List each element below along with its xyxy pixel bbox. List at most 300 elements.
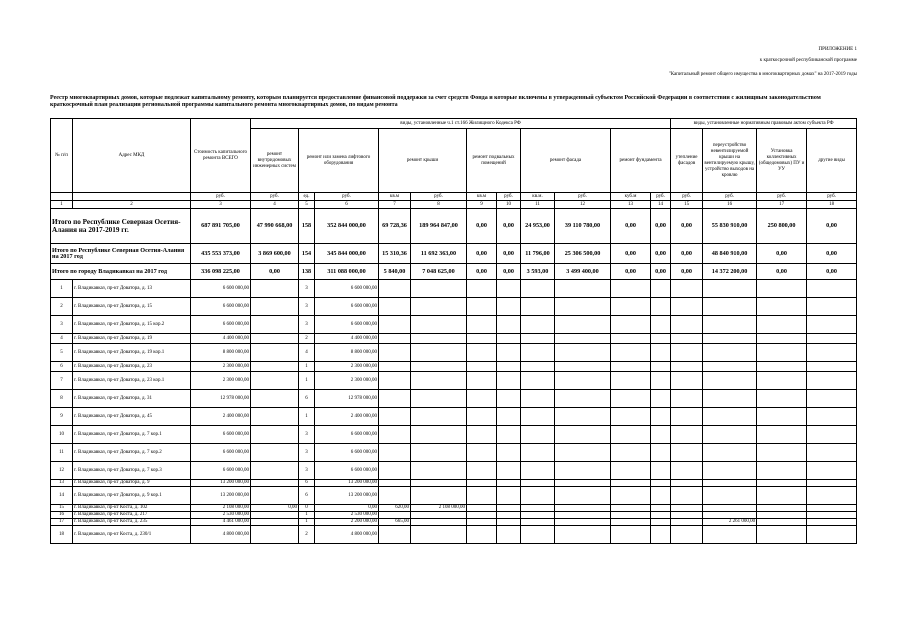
total-cell: 0,00	[467, 209, 497, 244]
empty-cell	[611, 316, 651, 334]
empty-cell	[521, 316, 555, 334]
cell-addr: г. Владикавказ, пр-кт Коста, д. 235	[73, 519, 191, 526]
total-cell: 15 310,36	[379, 244, 411, 264]
th-basement: ремонт подвальных помещений	[467, 129, 521, 193]
empty-cell	[671, 426, 703, 444]
cell-roof-sum	[411, 298, 467, 316]
empty-cell	[611, 426, 651, 444]
table-row	[51, 505, 857, 512]
cell-lift-sum: 2 530 000,00	[315, 512, 379, 519]
empty-cell	[555, 362, 611, 372]
table-row	[51, 512, 857, 519]
total-cell: 48 840 910,00	[703, 244, 757, 264]
cell-lifts: 3	[299, 462, 315, 480]
empty-cell	[555, 316, 611, 334]
cell-lifts: 3	[299, 316, 315, 334]
empty-cell	[671, 462, 703, 480]
cell-n: 12	[51, 462, 73, 480]
empty-cell	[521, 426, 555, 444]
total-cell: 0,00	[497, 264, 521, 280]
empty-cell	[467, 298, 497, 316]
total-cell: 0,00	[497, 244, 521, 264]
cell-sys	[251, 480, 299, 487]
table-row	[51, 408, 857, 426]
cell-lifts: 1	[299, 408, 315, 426]
total-cell: 0,00	[611, 244, 651, 264]
empty-cell	[757, 462, 807, 480]
cell-addr: г. Владикавказ, пр-кт Коста, д. 102	[73, 505, 191, 512]
empty-cell	[671, 372, 703, 390]
th-group-federal: виды, установленные ч.1 ст.166 Жилищного Кодекса РФ	[251, 119, 671, 129]
cell-heat	[703, 372, 757, 390]
empty-cell	[807, 444, 857, 462]
total-city-row	[51, 264, 857, 280]
empty-cell	[651, 334, 671, 344]
cell-roof-sum	[411, 526, 467, 544]
document-title: Реестр многоквартирных домов, которые подлежат капитальному ремонту, которым планируется предоставление финансовой поддержки за счет средств Фонда и которые включены в утвержденный субъектом Российской Федерации в соответствии с жилищным законодательством краткосрочный план реализации региональной программы капитального ремонта многоквартирных домов, по видам ремонта	[50, 95, 821, 108]
registry-table	[50, 118, 857, 544]
colnum-cell: 4	[251, 201, 299, 209]
table-row	[51, 344, 857, 362]
empty-cell	[807, 426, 857, 444]
cell-heat	[703, 316, 757, 334]
empty-cell	[807, 316, 857, 334]
empty-cell	[467, 372, 497, 390]
empty-cell	[757, 316, 807, 334]
cell-n: 10	[51, 426, 73, 444]
empty-cell	[611, 505, 651, 512]
empty-cell	[497, 512, 521, 519]
total-cell: 0,00	[757, 264, 807, 280]
total-2017-row	[51, 244, 857, 264]
cell-n: 8	[51, 390, 73, 408]
colnum-cell: 9	[467, 201, 497, 209]
cell-lift-sum: 13 200 000,00	[315, 480, 379, 487]
th-group-regional: виды, установленные нормативным правовым актом субъекта РФ	[671, 119, 857, 129]
cell-lift-sum: 6 600 000,00	[315, 462, 379, 480]
cell-sys	[251, 519, 299, 526]
cell-lifts: 3	[299, 298, 315, 316]
total-cell: 0,00	[807, 209, 857, 244]
colnum-cell: 16	[703, 201, 757, 209]
cell-sys	[251, 426, 299, 444]
th-address: Адрес МКД	[73, 119, 191, 193]
empty-cell	[497, 362, 521, 372]
cell-addr: г. Владикавказ, пр-кт Доватора, д. 19	[73, 334, 191, 344]
cell-cost: 6 600 000,00	[191, 316, 251, 334]
cell-roof-area	[379, 280, 411, 298]
empty-cell	[497, 344, 521, 362]
empty-cell	[651, 316, 671, 334]
total-cell: 39 110 780,00	[555, 209, 611, 244]
empty-cell	[555, 280, 611, 298]
empty-cell	[611, 280, 651, 298]
empty-cell	[555, 462, 611, 480]
empty-cell	[521, 298, 555, 316]
empty-cell	[757, 372, 807, 390]
unit-cell: руб.	[671, 193, 703, 201]
cell-lifts: 1	[299, 519, 315, 526]
empty-cell	[467, 487, 497, 505]
cell-lift-sum: 6 600 000,00	[315, 444, 379, 462]
house-rows	[51, 280, 857, 544]
empty-cell	[807, 505, 857, 512]
total-cell: 435 553 373,00	[191, 244, 251, 264]
cell-heat	[703, 334, 757, 344]
empty-cell	[757, 519, 807, 526]
empty-cell	[611, 444, 651, 462]
cell-lifts: 6	[299, 487, 315, 505]
total-cell: 55 830 910,00	[703, 209, 757, 244]
empty-cell	[555, 390, 611, 408]
th-cost: Стоимость капитального ремонта ВСЕГО	[191, 119, 251, 193]
total-cell: 0,00	[651, 264, 671, 280]
empty-cell	[671, 344, 703, 362]
cell-addr: г. Владикавказ, пр-кт Коста, д. 217	[73, 512, 191, 519]
cell-addr: г. Владикавказ, пр-кт Доватора, д. 15	[73, 298, 191, 316]
empty-cell	[467, 316, 497, 334]
empty-cell	[555, 408, 611, 426]
colnum-cell: 6	[315, 201, 379, 209]
cell-addr: г. Владикавказ, пр-кт Доватора, д. 9 кор.1	[73, 487, 191, 505]
empty-cell	[467, 505, 497, 512]
cell-sys	[251, 362, 299, 372]
cell-cost: 13 200 000,00	[191, 487, 251, 505]
cell-sys	[251, 462, 299, 480]
empty-cell	[611, 344, 651, 362]
total-cell: 0,00	[671, 209, 703, 244]
total-cell: 345 844 000,00	[315, 244, 379, 264]
empty-cell	[521, 512, 555, 519]
cell-heat	[703, 298, 757, 316]
cell-heat	[703, 444, 757, 462]
total-cell: 0,00	[611, 264, 651, 280]
table-row	[51, 480, 857, 487]
cell-roof-sum	[411, 390, 467, 408]
empty-cell	[497, 444, 521, 462]
th-roof: ремонт крыши	[379, 129, 467, 193]
empty-cell	[757, 512, 807, 519]
cell-lifts: 3	[299, 444, 315, 462]
total-cell: 7 048 625,00	[411, 264, 467, 280]
cell-sys	[251, 487, 299, 505]
cell-roof-area: 665,00	[379, 519, 411, 526]
cell-lifts: 6	[299, 480, 315, 487]
unit-cell: руб.	[703, 193, 757, 201]
empty-cell	[555, 344, 611, 362]
empty-cell	[671, 519, 703, 526]
empty-cell	[671, 280, 703, 298]
cell-roof-area	[379, 444, 411, 462]
total-cell: 47 990 668,00	[251, 209, 299, 244]
cell-addr: г. Владикавказ, пр-кт Доватора, д. 7 кор.3	[73, 462, 191, 480]
cell-addr: г. Владикавказ, пр-кт Доватора, д. 9	[73, 480, 191, 487]
cell-addr: г. Владикавказ, пр-кт Доватора, д. 15 кор.2	[73, 316, 191, 334]
empty-cell	[671, 512, 703, 519]
cell-n: 13	[51, 480, 73, 487]
cell-roof-area	[379, 372, 411, 390]
empty-cell	[651, 512, 671, 519]
cell-heat	[703, 280, 757, 298]
empty-cell	[757, 280, 807, 298]
cell-lift-sum: 8 800 000,00	[315, 344, 379, 362]
empty-cell	[807, 280, 857, 298]
cell-roof-sum	[411, 334, 467, 344]
empty-cell	[497, 487, 521, 505]
total-cell: 0,00	[467, 244, 497, 264]
total-cell: 0,00	[497, 209, 521, 244]
empty-cell	[757, 298, 807, 316]
cell-roof-area	[379, 480, 411, 487]
total-cell: 11 692 363,00	[411, 244, 467, 264]
empty-cell	[467, 334, 497, 344]
cell-lift-sum: 13 200 000,00	[315, 487, 379, 505]
cell-addr: г. Владикавказ, пр-кт Доватора, д. 23 кор.1	[73, 372, 191, 390]
empty-cell	[807, 526, 857, 544]
cell-roof-sum	[411, 280, 467, 298]
total-cell: 154	[299, 244, 315, 264]
empty-cell	[555, 505, 611, 512]
empty-cell	[467, 444, 497, 462]
total-cell: 0,00	[671, 264, 703, 280]
empty-cell	[807, 334, 857, 344]
cell-lift-sum: 4 400 000,00	[315, 334, 379, 344]
cell-addr: г. Владикавказ, пр-кт Доватора, д. 7 кор.1	[73, 426, 191, 444]
total-cell: 138	[299, 264, 315, 280]
cell-lift-sum: 0,00	[315, 505, 379, 512]
column-numbers-row	[51, 201, 857, 209]
empty-cell	[497, 280, 521, 298]
empty-cell	[467, 362, 497, 372]
empty-cell	[671, 444, 703, 462]
cell-heat: 2 261 000,00	[703, 519, 757, 526]
cell-sys	[251, 444, 299, 462]
cell-roof-sum: 2 108 000,00	[411, 505, 467, 512]
cell-n: 16	[51, 512, 73, 519]
table-row	[51, 426, 857, 444]
cell-sys	[251, 316, 299, 334]
empty-cell	[555, 444, 611, 462]
cell-addr: г. Владикавказ, пр-кт Доватора, д. 31	[73, 390, 191, 408]
empty-cell	[807, 487, 857, 505]
empty-cell	[611, 390, 651, 408]
cell-lift-sum: 6 600 000,00	[315, 280, 379, 298]
empty-cell	[521, 344, 555, 362]
empty-cell	[497, 462, 521, 480]
total-cell: 14 372 200,00	[703, 264, 757, 280]
cell-n: 14	[51, 487, 73, 505]
empty-cell	[497, 480, 521, 487]
total-cell: 0,00	[807, 264, 857, 280]
cell-addr: г. Владикавказ, пр-кт Доватора, д. 7 кор.2	[73, 444, 191, 462]
cell-roof-sum	[411, 480, 467, 487]
cell-heat	[703, 462, 757, 480]
cell-n: 17	[51, 519, 73, 526]
cell-roof-sum	[411, 519, 467, 526]
cell-lift-sum: 6 600 000,00	[315, 298, 379, 316]
cell-sys	[251, 372, 299, 390]
cell-roof-area	[379, 298, 411, 316]
units-row	[51, 193, 857, 201]
empty-cell	[611, 462, 651, 480]
appendix-program: "Капитальный ремонт общего имущества в многоквартирных домах" на 2017-2019 годы	[668, 72, 857, 77]
cell-roof-area	[379, 334, 411, 344]
cell-roof-sum	[411, 408, 467, 426]
table-row	[51, 334, 857, 344]
empty-cell	[467, 512, 497, 519]
empty-cell	[807, 512, 857, 519]
cell-sys	[251, 512, 299, 519]
cell-cost: 2 108 000,00	[191, 505, 251, 512]
cell-lift-sum: 12 978 000,00	[315, 390, 379, 408]
th-lifts: ремонт или замена лифтового оборудования	[299, 129, 379, 193]
empty-cell	[757, 487, 807, 505]
cell-n: 1	[51, 280, 73, 298]
cell-cost: 2 300 000,00	[191, 362, 251, 372]
cell-lifts: 1	[299, 512, 315, 519]
empty-cell	[467, 408, 497, 426]
empty-cell	[671, 480, 703, 487]
empty-cell	[651, 462, 671, 480]
cell-lift-sum: 4 800 000,00	[315, 526, 379, 544]
cell-cost: 6 600 000,00	[191, 426, 251, 444]
empty-cell	[521, 505, 555, 512]
empty-cell	[651, 505, 671, 512]
cell-n: 3	[51, 316, 73, 334]
empty-cell	[757, 444, 807, 462]
cell-heat	[703, 390, 757, 408]
cell-n: 4	[51, 334, 73, 344]
cell-cost: 6 600 000,00	[191, 462, 251, 480]
table-row	[51, 444, 857, 462]
cell-roof-area	[379, 316, 411, 334]
empty-cell	[671, 408, 703, 426]
empty-cell	[807, 480, 857, 487]
cell-lifts: 3	[299, 426, 315, 444]
unit-cell: куб.м	[611, 193, 651, 201]
empty-cell	[757, 408, 807, 426]
empty-cell	[497, 298, 521, 316]
empty-cell	[611, 372, 651, 390]
empty-cell	[521, 372, 555, 390]
cell-roof-area	[379, 426, 411, 444]
empty-cell	[651, 519, 671, 526]
colnum-cell: 1	[51, 201, 73, 209]
empty-cell	[467, 526, 497, 544]
unit-cell: руб.	[651, 193, 671, 201]
unit-cell: руб.	[411, 193, 467, 201]
cell-roof-sum	[411, 487, 467, 505]
total-cell: 336 098 225,00	[191, 264, 251, 280]
unit-cell: кв.м.	[521, 193, 555, 201]
colnum-cell: 14	[651, 201, 671, 209]
unit-cell: кв.м	[467, 193, 497, 201]
total-cell: 0,00	[757, 244, 807, 264]
empty-cell	[555, 426, 611, 444]
total-cell: 189 964 847,00	[411, 209, 467, 244]
total-cell: 11 796,00	[521, 244, 555, 264]
empty-cell	[497, 426, 521, 444]
total-cell: 3 499 400,00	[555, 264, 611, 280]
cell-sys	[251, 298, 299, 316]
cell-n: 15	[51, 505, 73, 512]
cell-cost: 8 800 000,00	[191, 344, 251, 362]
empty-cell	[497, 372, 521, 390]
cell-roof-area	[379, 526, 411, 544]
table-row	[51, 519, 857, 526]
cell-sys	[251, 334, 299, 344]
empty-cell	[757, 362, 807, 372]
empty-cell	[555, 526, 611, 544]
empty-cell	[651, 444, 671, 462]
empty-cell	[611, 408, 651, 426]
cell-lifts: 0	[299, 505, 315, 512]
empty-cell	[467, 344, 497, 362]
cell-roof-area	[379, 408, 411, 426]
cell-addr: г. Владикавказ, пр-кт Коста, д. 230/1	[73, 526, 191, 544]
empty-cell	[757, 426, 807, 444]
empty-cell	[671, 298, 703, 316]
cell-roof-area: 620,00	[379, 505, 411, 512]
empty-cell	[807, 298, 857, 316]
cell-sys	[251, 280, 299, 298]
cell-cost: 13 200 000,00	[191, 480, 251, 487]
cell-n: 7	[51, 372, 73, 390]
total-cell: 69 728,36	[379, 209, 411, 244]
total-cell: 250 800,00	[757, 209, 807, 244]
empty-cell	[521, 444, 555, 462]
unit-cell: руб.	[497, 193, 521, 201]
cell-lifts: 1	[299, 362, 315, 372]
colnum-cell: 7	[379, 201, 411, 209]
cell-sys	[251, 526, 299, 544]
cell-roof-area	[379, 344, 411, 362]
cell-heat	[703, 344, 757, 362]
cell-lifts: 4	[299, 344, 315, 362]
th-meters: Установка коллективных (общедомовых) ПУ и УУ	[757, 129, 807, 193]
unit-cell: руб.	[315, 193, 379, 201]
cell-roof-area	[379, 487, 411, 505]
empty-cell	[611, 512, 651, 519]
cell-cost: 2 400 000,00	[191, 408, 251, 426]
empty-cell	[671, 526, 703, 544]
cell-lifts: 2	[299, 526, 315, 544]
th-other: другие виды	[807, 129, 857, 193]
total-cell: 0,00	[671, 244, 703, 264]
empty-cell	[521, 390, 555, 408]
cell-heat	[703, 505, 757, 512]
empty-cell	[757, 390, 807, 408]
th-foundation: ремонт фундамента	[611, 129, 671, 193]
total-cell: 3 869 600,00	[251, 244, 299, 264]
cell-cost: 2 530 000,00	[191, 512, 251, 519]
cell-n: 5	[51, 344, 73, 362]
cell-lifts: 2	[299, 334, 315, 344]
cell-roof-sum	[411, 362, 467, 372]
cell-lifts: 3	[299, 280, 315, 298]
appendix-title: ПРИЛОЖЕНИЕ 1	[818, 47, 857, 52]
cell-addr: г. Владикавказ, пр-кт Доватора, д. 45	[73, 408, 191, 426]
empty-cell	[497, 526, 521, 544]
table-row	[51, 372, 857, 390]
empty-cell	[671, 390, 703, 408]
table-row	[51, 462, 857, 480]
empty-cell	[651, 390, 671, 408]
unit-cell: руб.	[191, 193, 251, 201]
table-row	[51, 298, 857, 316]
empty-cell	[807, 519, 857, 526]
unit-cell: ед.	[299, 193, 315, 201]
